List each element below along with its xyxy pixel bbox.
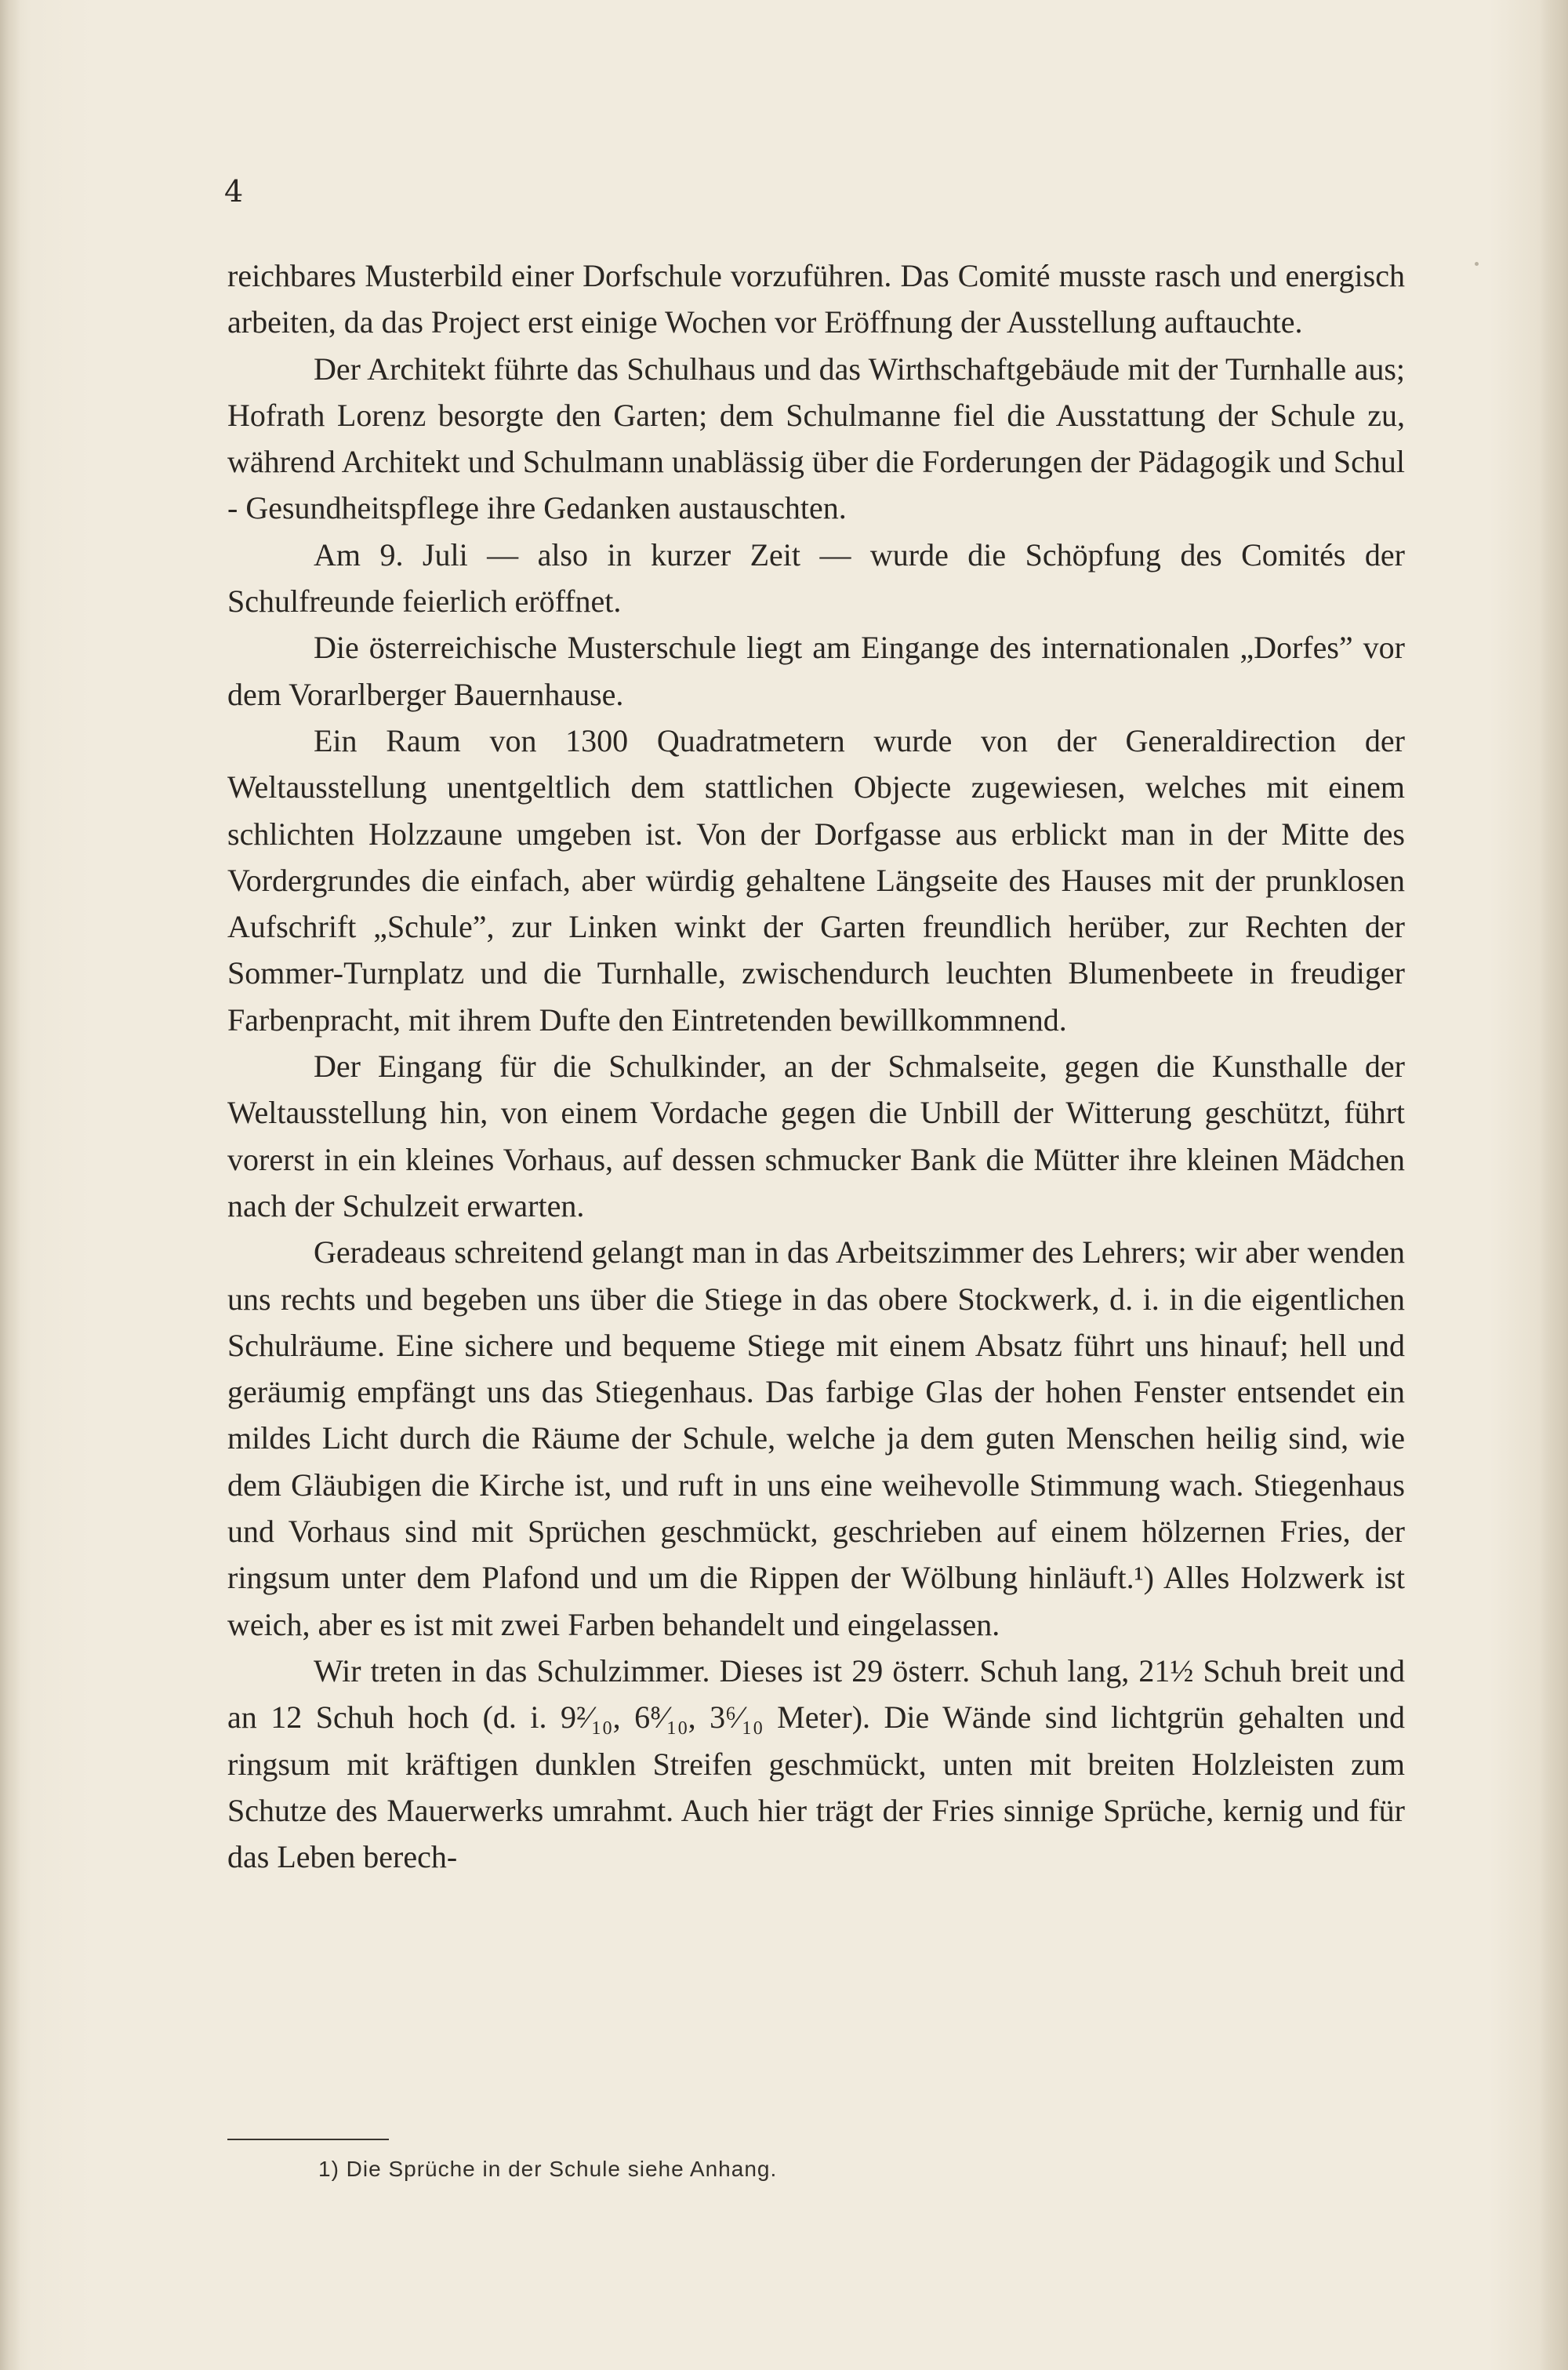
page-number: 4 [224,174,244,209]
paragraph: Ein Raum von 1300 Quadratmetern wurde von der Generaldirection der Weltausstellung unentgeltlich dem stattlichen Objecte zugewiesen, welches mit einem schlichten Holzzaune umgeben ist. Von der Dorfgasse aus erblickt man in der Mitte des Vordergrundes die einfach, aber würdig gehaltene Längseite des Hauses mit der prunklosen Aufschrift „Schule”, zur Linken winkt der Garten freundlich herüber, zur Rechten der Sommer-Turnplatz und die Turnhalle, zwischendurch leuchten Blumenbeete in freudiger Farbenpracht, mit ihrem Dufte den Eintretenden bewillkommnend. [227,722,1405,1038]
paragraph: Geradeaus schreitend gelangt man in das Arbeitszimmer des Lehrers; wir aber wenden uns rechts und begeben uns über die Stiege in das obere Stockwerk, d. i. in die eigentlichen Schulräume. Eine sichere und bequeme Stiege mit einem Absatz führt uns hinauf; hell und geräumig empfängt uns das Stiegenhaus. Das farbige Glas der hohen Fenster entsendet ein mildes Licht durch die Räume der Schule, welche ja dem guten Menschen heilig sind, wie dem Gläubigen die Kirche ist, und ruft in uns eine weihevolle Stimmung wach. Stiegenhaus und Vorhaus sind mit Sprüchen geschmückt, geschrieben auf einem hölzernen Fries, der ringsum unter dem Plafond und um die Rippen der Wölbung hinläuft.¹) Alles Holzwerk ist weich, aber es ist mit zwei Farben behandelt und eingelassen. [227,1234,1405,1642]
footnote-divider [227,2139,389,2140]
paragraph: Der Eingang für die Schulkinder, an der Schmalseite, gegen die Kunsthalle der Weltausstellung hin, von einem Vordache gegen die Unbill der Witterung geschützt, führt vorerst in ein kleines Vorhaus, auf dessen schmucker Bank die Mütter ihre kleinen Mädchen nach der Schulzeit erwarten. [227,1049,1405,1223]
paragraph: Am 9. Juli — also in kurzer Zeit — wurde die Schöpfung des Comités der Schulfreunde feierlich eröffnet. [227,536,1405,620]
paragraph: Die österreichische Musterschule liegt am Eingange des internationalen „Dorfes” vor dem Vorarlberger Bauernhause. [227,630,1405,712]
page-edge-shadow [1540,0,1568,2370]
paragraph: Wir treten in das Schulzimmer. Dieses ist 29 österr. Schuh lang, 21½ Schuh breit und an 12 Schuh hoch (d. i. 9²⁄₁₀, 6⁸⁄₁₀, 3⁶⁄₁₀ Meter). Die Wände sind lichtgrün gehalten und ringsum mit kräftigen dunklen Streifen geschmückt, unten mit breiten Holzleisten zum Schutze des Mauerwerks umrahmt. Auch hier trägt der Fries sinnige Sprüche, kernig und für das Leben berech- [227,1652,1405,1875]
body-text [227,253,1405,1880]
footnote: 1) Die Sprüche in der Schule siehe Anhang. [318,2157,778,2181]
paragraph: reichbares Musterbild einer Dorfschule vorzuführen. Das Comité musste rasch und energisch arbeiten, da das Project erst einige Wochen vor Eröffnung der Ausstellung auftauchte. [227,258,1405,340]
page-binding-shadow [0,0,20,2370]
paragraph: Der Architekt führte das Schulhaus und das Wirthschaftgebäude mit der Turnhalle aus; Hofrath Lorenz besorgte den Garten; dem Schulmanne fiel die Ausstattung der Schule zu, während Architekt und Schulmann unablässig über die Forderungen der Pädagogik und Schul - Gesundheitspflege ihre Gedanken austauschten. [227,351,1405,526]
paper-speck [1475,262,1479,266]
